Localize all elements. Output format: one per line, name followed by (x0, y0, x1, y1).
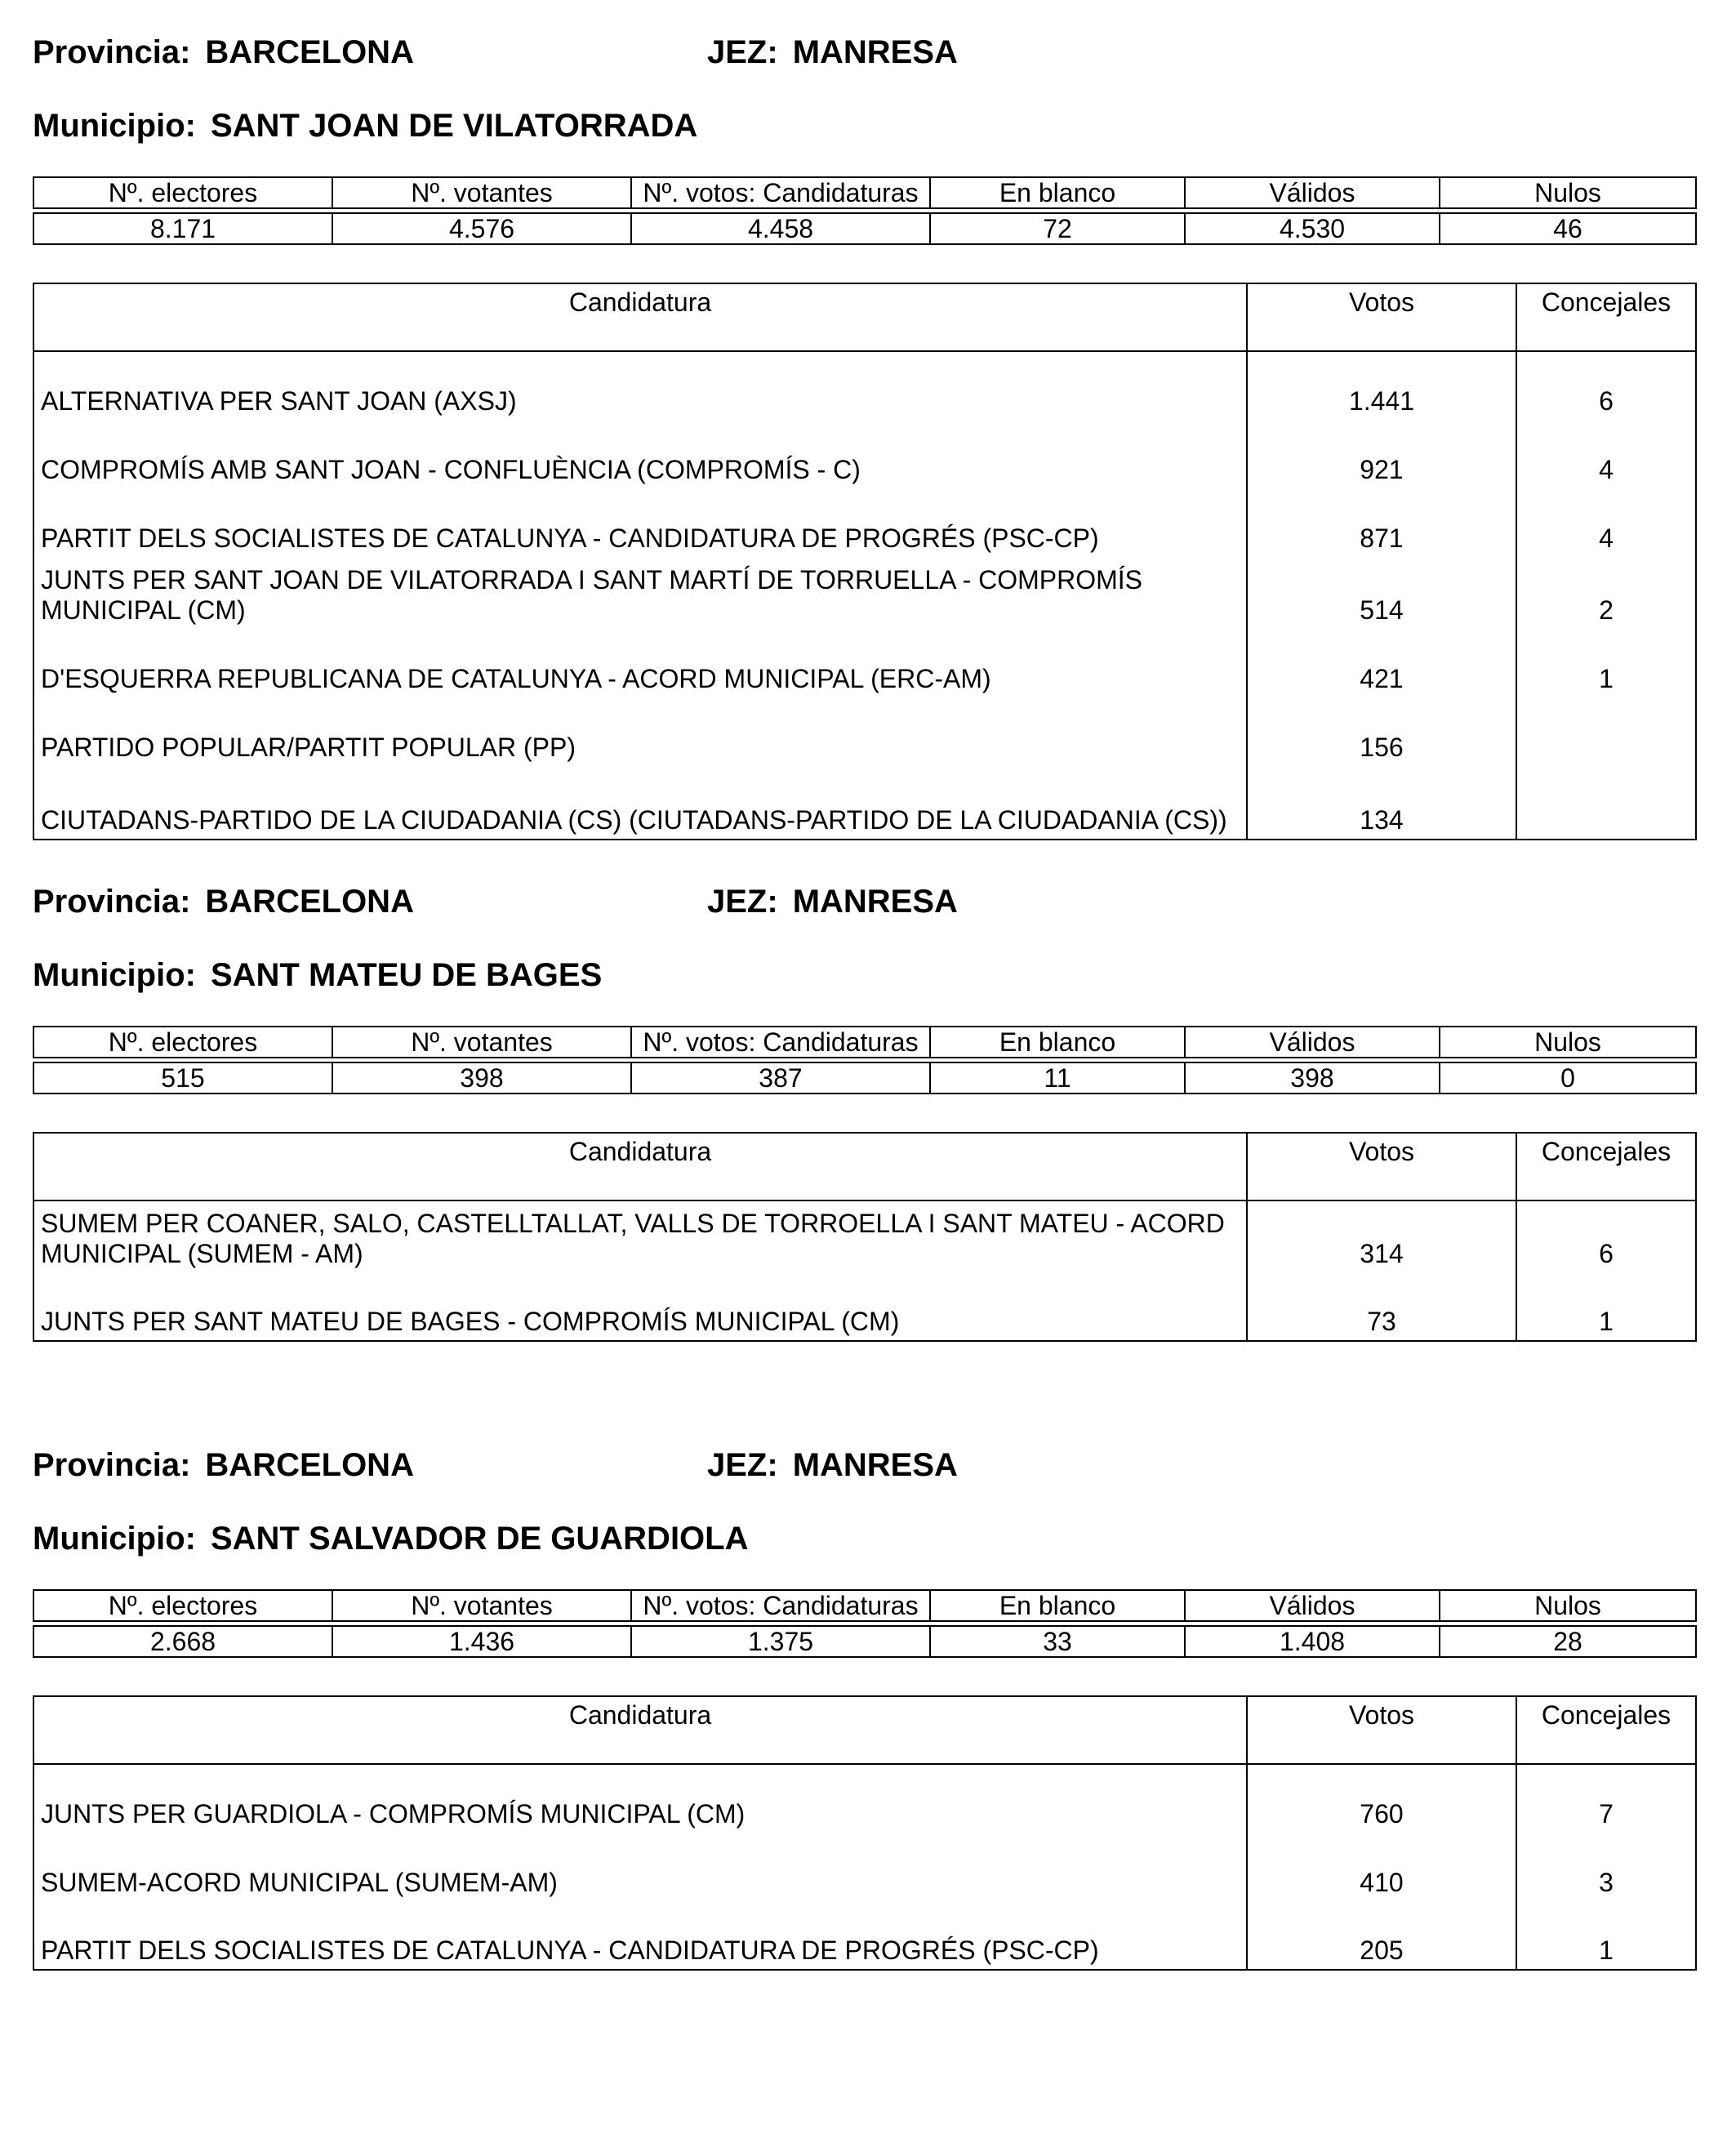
stats-header-row (33, 1590, 1696, 1621)
cand-concejales: 3 (1516, 1833, 1696, 1901)
cand-concejales: 1 (1516, 629, 1696, 697)
jez-label: JEZ: (707, 1447, 778, 1483)
stats-value-validos: 1.408 (1185, 1626, 1440, 1657)
stats-header-votos-candidaturas: Nº. votos: Candidaturas (631, 1590, 930, 1621)
provincia-value: BARCELONA (205, 34, 414, 70)
cand-name: JUNTS PER GUARDIOLA - COMPROMÍS MUNICIPAL (CM) (33, 1764, 1247, 1833)
cand-header-candidatura: Candidatura (33, 1133, 1247, 1200)
cand-votos: 421 (1247, 629, 1516, 697)
candidaturas-table (33, 283, 1697, 840)
table-row (33, 488, 1696, 557)
cand-name: COMPROMÍS AMB SANT JOAN - CONFLUÈNCIA (COMPROMÍS - C) (33, 420, 1247, 488)
cand-name: PARTIT DELS SOCIALISTES DE CATALUNYA - CANDIDATURA DE PROGRÉS (PSC-CP) (33, 488, 1247, 557)
municipio-label: Municipio: (33, 1521, 196, 1557)
provincia-line (33, 36, 414, 69)
stats-value-en-blanco: 33 (930, 1626, 1185, 1657)
cand-header-concejales: Concejales (1516, 1133, 1696, 1200)
cand-concejales: 4 (1516, 488, 1696, 557)
cand-header-row (33, 1133, 1696, 1200)
municipio-line (33, 959, 602, 991)
stats-value-electores: 2.668 (33, 1626, 332, 1657)
cand-votos: 921 (1247, 420, 1516, 488)
cand-name: CIUTADANS-PARTIDO DE LA CIUDADANIA (CS) (CIUTADANS-PARTIDO DE LA CIUDADANIA (CS)) (33, 766, 1247, 840)
stats-table (33, 1026, 1697, 1094)
jez-label: JEZ: (707, 884, 778, 920)
candidaturas-table (33, 1132, 1697, 1342)
stats-value-row (33, 1062, 1696, 1094)
cand-votos: 205 (1247, 1901, 1516, 1970)
cand-votos: 73 (1247, 1272, 1516, 1341)
cand-header-votos: Votos (1247, 283, 1516, 351)
municipio-value: SANT MATEU DE BAGES (210, 957, 603, 993)
stats-header-nulos: Nulos (1440, 1027, 1696, 1058)
stats-value-votos-candidaturas: 4.458 (631, 213, 930, 244)
stats-value-votos-candidaturas: 1.375 (631, 1626, 930, 1657)
jez-line (707, 885, 958, 918)
cand-name: SUMEM-ACORD MUNICIPAL (SUMEM-AM) (33, 1833, 1247, 1901)
stats-table (33, 1589, 1697, 1658)
table-row (33, 420, 1696, 488)
municipio-line (33, 1522, 748, 1555)
table-row (33, 1764, 1696, 1833)
provincia-value: BARCELONA (205, 884, 414, 920)
cand-concejales: 7 (1516, 1764, 1696, 1833)
candidaturas-table (33, 1695, 1697, 1971)
cand-name: D'ESQUERRA REPUBLICANA DE CATALUNYA - ACORD MUNICIPAL (ERC-AM) (33, 629, 1247, 697)
cand-name: ALTERNATIVA PER SANT JOAN (AXSJ) (33, 351, 1247, 420)
cand-votos: 314 (1247, 1200, 1516, 1272)
cand-name: PARTIDO POPULAR/PARTIT POPULAR (PP) (33, 697, 1247, 766)
cand-name: JUNTS PER SANT MATEU DE BAGES - COMPROMÍS MUNICIPAL (CM) (33, 1272, 1247, 1341)
stats-value-votantes: 4.576 (332, 213, 631, 244)
municipio-value: SANT SALVADOR DE GUARDIOLA (210, 1521, 749, 1557)
municipio-label: Municipio: (33, 957, 196, 993)
provincia-line (33, 1449, 414, 1481)
stats-header-electores: Nº. electores (33, 177, 332, 208)
cand-concejales (1516, 766, 1696, 840)
cand-concejales: 6 (1516, 1200, 1696, 1272)
provincia-value: BARCELONA (205, 1447, 414, 1483)
stats-value-votos-candidaturas: 387 (631, 1062, 930, 1094)
cand-votos: 514 (1247, 557, 1516, 629)
stats-value-row (33, 213, 1696, 244)
stats-value-nulos: 0 (1440, 1062, 1696, 1094)
stats-value-validos: 4.530 (1185, 213, 1440, 244)
stats-header-votantes: Nº. votantes (332, 177, 631, 208)
stats-value-en-blanco: 72 (930, 213, 1185, 244)
cand-header-concejales: Concejales (1516, 1696, 1696, 1764)
stats-value-row (33, 1626, 1696, 1657)
stats-value-electores: 8.171 (33, 213, 332, 244)
stats-header-votantes: Nº. votantes (332, 1590, 631, 1621)
stats-header-votos-candidaturas: Nº. votos: Candidaturas (631, 177, 930, 208)
municipio-value: SANT JOAN DE VILATORRADA (210, 108, 698, 144)
cand-header-votos: Votos (1247, 1696, 1516, 1764)
cand-header-votos: Votos (1247, 1133, 1516, 1200)
table-row (33, 766, 1696, 840)
cand-votos: 134 (1247, 766, 1516, 840)
cand-votos: 410 (1247, 1833, 1516, 1901)
cand-concejales: 4 (1516, 420, 1696, 488)
table-row (33, 697, 1696, 766)
stats-header-votos-candidaturas: Nº. votos: Candidaturas (631, 1027, 930, 1058)
table-row (33, 1901, 1696, 1970)
provincia-label: Provincia: (33, 34, 191, 70)
stats-header-nulos: Nulos (1440, 177, 1696, 208)
stats-header-en-blanco: En blanco (930, 1590, 1185, 1621)
provincia-line (33, 885, 414, 918)
cand-header-concejales: Concejales (1516, 283, 1696, 351)
stats-value-nulos: 28 (1440, 1626, 1696, 1657)
cand-votos: 156 (1247, 697, 1516, 766)
cand-concejales: 1 (1516, 1272, 1696, 1341)
jez-line (707, 36, 958, 69)
stats-header-row (33, 177, 1696, 208)
stats-value-votantes: 398 (332, 1062, 631, 1094)
cand-votos: 760 (1247, 1764, 1516, 1833)
cand-header-candidatura: Candidatura (33, 1696, 1247, 1764)
municipio-line (33, 109, 697, 142)
cand-votos: 1.441 (1247, 351, 1516, 420)
table-row (33, 351, 1696, 420)
cand-name: PARTIT DELS SOCIALISTES DE CATALUNYA - CANDIDATURA DE PROGRÉS (PSC-CP) (33, 1901, 1247, 1970)
table-row (33, 629, 1696, 697)
jez-value: MANRESA (792, 34, 958, 70)
cand-concejales: 6 (1516, 351, 1696, 420)
stats-header-nulos: Nulos (1440, 1590, 1696, 1621)
provincia-label: Provincia: (33, 884, 191, 920)
stats-header-validos: Válidos (1185, 1590, 1440, 1621)
municipio-label: Municipio: (33, 108, 196, 144)
cand-header-candidatura: Candidatura (33, 283, 1247, 351)
jez-label: JEZ: (707, 34, 778, 70)
stats-header-en-blanco: En blanco (930, 177, 1185, 208)
jez-value: MANRESA (792, 1447, 958, 1483)
cand-concejales (1516, 697, 1696, 766)
stats-header-electores: Nº. electores (33, 1590, 332, 1621)
table-row (33, 557, 1696, 629)
cand-header-row (33, 1696, 1696, 1764)
jez-line (707, 1449, 958, 1481)
stats-header-votantes: Nº. votantes (332, 1027, 631, 1058)
stats-value-en-blanco: 11 (930, 1062, 1185, 1094)
cand-concejales: 2 (1516, 557, 1696, 629)
stats-value-nulos: 46 (1440, 213, 1696, 244)
stats-value-validos: 398 (1185, 1062, 1440, 1094)
table-row (33, 1200, 1696, 1272)
stats-value-votantes: 1.436 (332, 1626, 631, 1657)
cand-votos: 871 (1247, 488, 1516, 557)
table-row (33, 1272, 1696, 1341)
cand-name: SUMEM PER COANER, SALO, CASTELLTALLAT, VALLS DE TORROELLA I SANT MATEU - ACORD MUNICIPAL (SUMEM - AM) (33, 1200, 1247, 1272)
cand-name: JUNTS PER SANT JOAN DE VILATORRADA I SANT MARTÍ DE TORRUELLA - COMPROMÍS MUNICIPAL (CM) (33, 557, 1247, 629)
stats-header-en-blanco: En blanco (930, 1027, 1185, 1058)
cand-header-row (33, 283, 1696, 351)
stats-header-electores: Nº. electores (33, 1027, 332, 1058)
stats-header-validos: Válidos (1185, 177, 1440, 208)
provincia-label: Provincia: (33, 1447, 191, 1483)
table-row (33, 1833, 1696, 1901)
jez-value: MANRESA (792, 884, 958, 920)
stats-table (33, 176, 1697, 245)
stats-header-row (33, 1027, 1696, 1058)
cand-concejales: 1 (1516, 1901, 1696, 1970)
stats-header-validos: Válidos (1185, 1027, 1440, 1058)
stats-value-electores: 515 (33, 1062, 332, 1094)
